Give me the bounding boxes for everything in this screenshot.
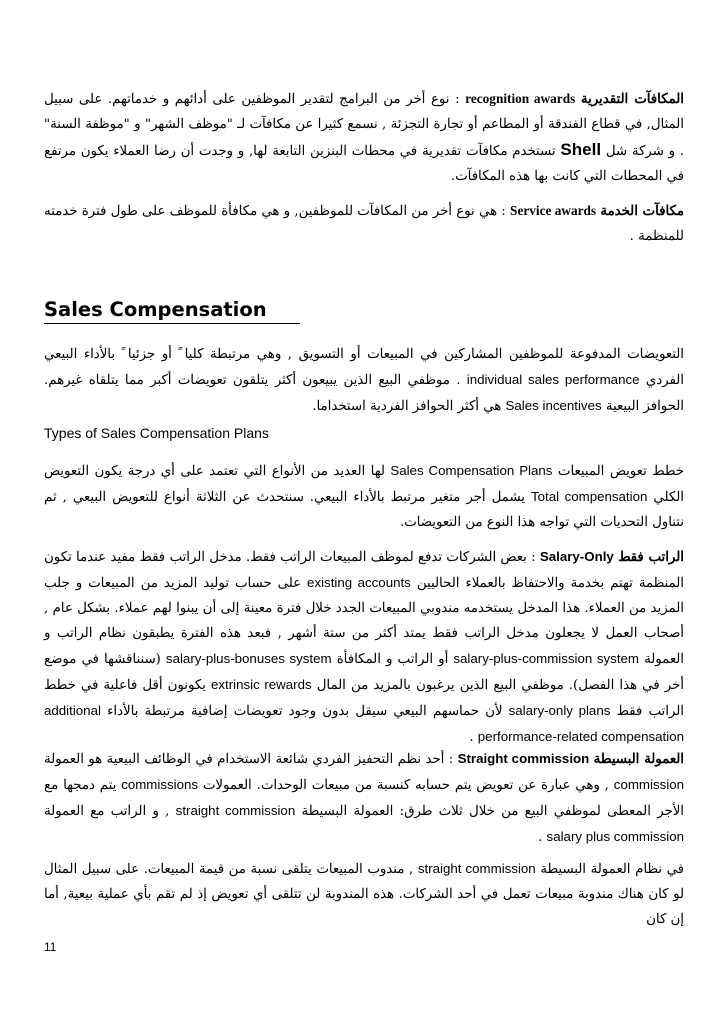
term-recognition-awards-en: recognition awards — [465, 91, 576, 106]
salary-only-text-5: يكونون أقل فاعلية في خطط الراتب فقط — [44, 678, 684, 719]
straight-commission-en-4: salary plus commission — [546, 829, 684, 844]
salary-only-en-4: extrinsic rewards — [210, 677, 312, 692]
paragraph-commission-example — [44, 856, 684, 932]
salary-only-text-7: . — [469, 730, 474, 745]
straight-commission-text-2: , وهي عبارة عن تعويض يتم حسابه كنسبة من مبيعات الوحدات. العمولات — [202, 778, 609, 793]
salary-only-text-3: أو الراتب و المكافأة — [336, 652, 449, 667]
service-awards-text: : هي نوع أخر من المكافآت للموظفين, و هي مكافأة للموظف على طول فترة خدمته للمنظمة . — [44, 204, 684, 244]
straight-commission-en-3: straight commission — [175, 803, 296, 818]
paragraph-service-awards — [44, 198, 684, 249]
subheading-types-of-plans: Types of Sales Compensation Plans — [44, 425, 269, 441]
salary-only-text-6: لأن حماسهم البيعي سيقل بدون وجود تعويضات إضافية مرتبطة بالأداء — [107, 704, 503, 719]
commission-example-text-1: في نظام العمولة البسيطة — [540, 862, 685, 877]
salary-only-en-6: additional performance-related compensation — [44, 703, 684, 744]
sales-comp-text-2: . موظفي البيع الذين يبيعون أكثر يتلقون تعويضات أكبر مما يتلقاه غيرهم. الحوافز البيعية — [44, 373, 684, 414]
sales-comp-en-2: Sales incentives — [505, 398, 602, 413]
recognition-text-1: : نوع أخر من البرامج لتقدير الموظفين على أدائهم و خدماتهم. على سبيل المثال, في قطاع الفندقة أو المطاعم أو تجارة التجزئة , نسمع كثيرا عن مكافآت لـ "موظف الشهر" و "موظفة السنة" . و شركة شل — [44, 92, 684, 159]
term-service-awards-en: Service awards — [510, 203, 597, 218]
straight-commission-en-1: commission — [613, 777, 684, 792]
plan-types-text-1: خطط تعويض المبيعات — [557, 464, 684, 479]
paragraph-salary-only — [44, 544, 684, 750]
salary-only-en-5: salary-only plans — [508, 703, 611, 718]
paragraph-straight-commission — [44, 746, 684, 850]
salary-only-en-2: salary-plus-commission system — [453, 651, 639, 666]
straight-commission-text-1: : أحد نظم التحفيز الفردي شائعة الاستخدام في الوظائف البيعية هو العمولة — [44, 752, 454, 767]
sales-comp-text-1: التعويضات المدفوعة للموظفين المشاركين في المبيعات أو التسويق , وهي مرتبطة كليا ً أو جزئيا ً بالأداء البيعي الفردي — [44, 347, 684, 388]
commission-example-text-2: , مندوب المبيعات يتلقى نسبة من قيمة المبيعات. على سبيل المثال لو كان هناك مندوبة مبيعات تعمل في أحد الشركات. هذه المندوبة لن تتلقى أي تعويض إذ لم تقم بأي عملية بيعية, أما إن كان — [44, 862, 684, 927]
plan-types-text-3: يشمل أجر متغير مرتبط بالأداء البيعي. سنتحدث عن الثلاثة أنواع للتعويض البيعي , ثم نتناول التحديات التي تواجه هذا النوع من التعويضات. — [44, 490, 684, 530]
straight-commission-en-2: commissions — [121, 777, 199, 792]
plan-types-text-2: لها العديد من الأنواع التي تعتمد على أي درجة يكون التعويض الكلي — [44, 464, 684, 505]
salary-only-en-3: salary-plus-bonuses system — [165, 651, 332, 666]
paragraph-sales-compensation — [44, 342, 684, 419]
term-straight-commission-en: Straight commission — [457, 751, 590, 766]
salary-only-text-4: (سنناقشها في موضع أخر في هذا الفصل). موظفي البيع الذين يرغبون بالمزيد من المال — [44, 652, 684, 693]
straight-commission-text-5: . — [538, 830, 543, 845]
straight-commission-text-3: يتم دمجها مع الأجر المعطى لموظفي البيع من خلال ثلاث طرق: العمولة البسيطة — [44, 778, 684, 819]
sales-comp-text-3: هي أكثر الحوافز الفردية استخداما. — [312, 399, 502, 414]
salary-only-text-1: : بعض الشركات تدفع لموظف المبيعات الراتب فقط. مدخل الراتب فقط مفيد عندما تكون المنظمة تهتم بخدمة والاحتفاظ بالعملاء الحاليين — [44, 550, 684, 591]
shell-brand: Shell — [560, 140, 602, 159]
paragraph-plan-types — [44, 458, 684, 535]
section-heading-sales-compensation: Sales Compensation — [44, 298, 300, 324]
term-recognition-awards-ar: المكافآت التقديرية — [580, 92, 684, 107]
term-salary-only-ar: الراتب فقط — [618, 550, 684, 565]
term-service-awards-ar: مكافآت الخدمة — [600, 204, 685, 219]
straight-commission-text-4: , و الراتب مع العمولة — [44, 804, 170, 819]
recognition-text-2: تستخدم مكافآت تقديرية في محطات البنزين التابعة لها, و وجدت أن رضا العملاء يكون مرتفع في المحطات التي كانت بها هذه المكافآت. — [44, 144, 684, 184]
plan-types-en-1: Sales Compensation Plans — [390, 463, 553, 478]
plan-types-en-2: Total compensation — [530, 489, 648, 504]
term-salary-only-en: Salary-Only — [539, 549, 614, 564]
salary-only-en-1: existing accounts — [307, 575, 411, 590]
paragraph-recognition-awards — [44, 86, 684, 189]
commission-example-en-1: straight commission — [417, 861, 536, 876]
term-straight-commission-ar: العمولة البسيطة — [593, 752, 685, 767]
salary-only-text-2: على حساب توليد المزيد من المبيعات و جلب المزيد من العملاء. هذا المدخل يستخدمه مندوبي المبيعات الجدد خلال فترة معينة إلى أن يبنوا لهم عملاء. بشكل عام , أصحاب العمل لا يجعلون مدخل الراتب فقط يمتد أكثر من ستة أشهر , فبعد هذه الفترة يطبقون نظام الراتب و العمولة — [44, 576, 684, 667]
page-number: 11 — [44, 940, 57, 954]
sales-comp-en-1: individual sales performance — [466, 372, 640, 387]
